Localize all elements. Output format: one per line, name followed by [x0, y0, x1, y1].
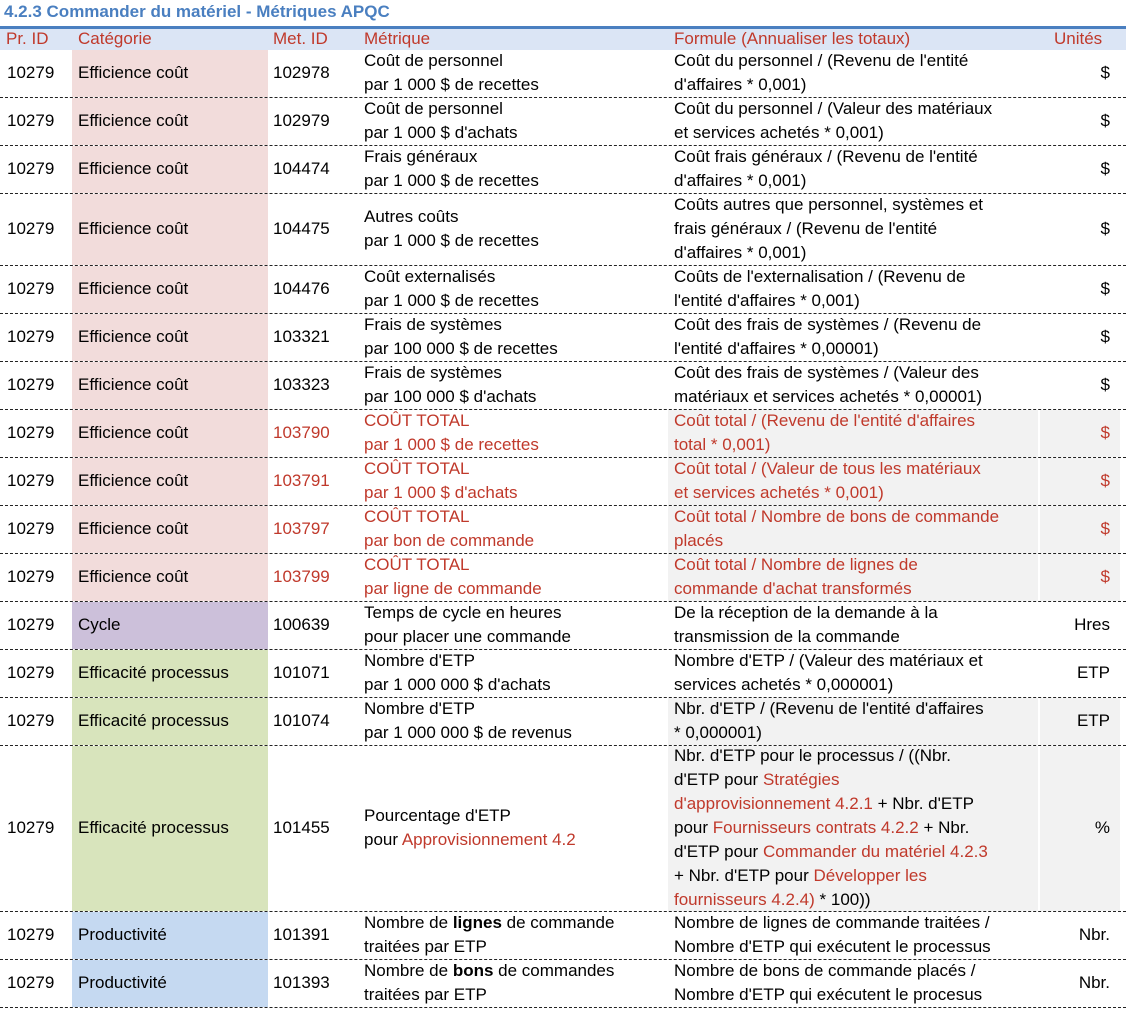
pr-id-cell [0, 314, 70, 361]
formula-cell-text: Nombre de lignes de commande traitées / Nombre d'ETP qui exécutent le processus [674, 913, 991, 957]
metric-cell-text: Coût de personnel par 1 000 $ d'achats [364, 99, 518, 143]
formula-cell-text: Coût du personnel / (Revenu de l'entité d'affaires * 0,001) [674, 51, 969, 95]
unit-cell [1040, 650, 1120, 697]
met-id-cell [268, 602, 358, 649]
metric-cell [358, 194, 666, 265]
formula-part: Stratégies d'approvisionnement 4.2.1 [674, 770, 873, 814]
met-id-cell-text: 103323 [273, 375, 330, 395]
metric-cell [358, 146, 666, 193]
table-row [0, 650, 1126, 698]
formula-cell [668, 602, 1038, 649]
category-cell [72, 98, 268, 145]
category-cell [72, 650, 268, 697]
category-cell-text: Efficience coût [78, 471, 189, 491]
unit-cell-text: $ [1100, 471, 1110, 491]
formula-cell [668, 698, 1038, 745]
pr-id-cell [0, 912, 70, 959]
met-id-cell [268, 50, 358, 97]
pr-id-cell [0, 98, 70, 145]
pr-id-cell [0, 650, 70, 697]
table-row [0, 746, 1126, 912]
metric-cell [358, 458, 666, 505]
pr-id-cell-text: 10279 [7, 567, 55, 587]
formula-cell-text: Coût frais généraux / (Revenu de l'entité d'affaires * 0,001) [674, 147, 978, 191]
unit-cell-text: Hres [1074, 615, 1110, 635]
met-id-cell [268, 362, 358, 409]
pr-id-cell-text: 10279 [7, 327, 55, 347]
category-cell [72, 50, 268, 97]
metric-part: Nombre de [364, 961, 453, 981]
met-id-cell [268, 554, 358, 601]
category-cell-text: Efficience coût [78, 159, 189, 179]
met-id-cell-text: 102979 [273, 111, 330, 131]
category-cell-text: Productivité [78, 925, 167, 945]
formula-cell [668, 506, 1038, 553]
unit-cell-text: % [1094, 818, 1110, 838]
formula-cell-text: Coût total / (Valeur de tous les matériaux et services achetés * 0,001) [674, 459, 981, 503]
formula-cell-text: Coût des frais de systèmes / (Valeur des matériaux et services achetés * 0,00001) [674, 363, 983, 407]
pr-id-cell [0, 50, 70, 97]
formula-cell-text: Coûts de l'externalisation / (Revenu de l'entité d'affaires * 0,001) [674, 267, 966, 311]
formula-part: Développer les fournisseurs 4.2.4) [674, 866, 927, 910]
header-units: Unités [1054, 29, 1103, 48]
met-id-cell-text: 102978 [273, 63, 330, 83]
metric-cell-text: Frais de systèmes par 100 000 $ d'achats [364, 363, 537, 407]
unit-cell [1040, 912, 1120, 959]
title-bar [0, 0, 1126, 29]
unit-cell-text: $ [1100, 327, 1110, 347]
table-row [0, 506, 1126, 554]
pr-id-cell-text: 10279 [7, 111, 55, 131]
metric-part: Approvisionnement 4.2 [401, 830, 576, 850]
pr-id-cell [0, 960, 70, 1007]
met-id-cell [268, 960, 358, 1007]
pr-id-cell [0, 698, 70, 745]
metric-cell-text: Coût de personnel par 1 000 $ de recettes [364, 51, 539, 95]
category-cell [72, 912, 268, 959]
header-met-id: Met. ID [273, 29, 328, 48]
formula-cell [668, 50, 1038, 97]
category-cell-text: Efficience coût [78, 111, 189, 131]
metric-part: de commande traitées par ETP [364, 913, 615, 957]
formula-cell-text: Nombre d'ETP / (Valeur des matériaux et services achetés * 0,000001) [674, 651, 983, 695]
metric-cell-text: COÛT TOTAL par 1 000 $ d'achats [364, 459, 518, 503]
met-id-cell [268, 698, 358, 745]
pr-id-cell [0, 362, 70, 409]
formula-part: Nbr. d'ETP pour le processus / ((Nbr. d'ETP pour [674, 746, 951, 790]
unit-cell-text: $ [1100, 519, 1110, 539]
category-cell-text: Efficience coût [78, 519, 189, 539]
metric-cell [358, 554, 666, 601]
table-row [0, 314, 1126, 362]
formula-cell-text: Coût du personnel / (Valeur des matériaux et services achetés * 0,001) [674, 99, 993, 143]
metric-cell [358, 506, 666, 553]
unit-cell [1040, 506, 1120, 553]
pr-id-cell-text: 10279 [7, 973, 55, 993]
pr-id-cell [0, 194, 70, 265]
metric-cell [358, 960, 666, 1007]
unit-cell-text: $ [1100, 279, 1110, 299]
pr-id-cell-text: 10279 [7, 159, 55, 179]
met-id-cell-text: 101074 [273, 711, 330, 731]
unit-cell-text: $ [1100, 219, 1110, 239]
category-cell-text: Efficience coût [78, 375, 189, 395]
metric-cell-text: Nombre d'ETP par 1 000 000 $ de revenus [364, 699, 572, 743]
pr-id-cell-text: 10279 [7, 63, 55, 83]
unit-cell [1040, 458, 1120, 505]
category-cell [72, 960, 268, 1007]
unit-cell [1040, 554, 1120, 601]
category-cell-text: Cycle [78, 615, 121, 635]
metric-text [364, 959, 614, 1007]
met-id-cell-text: 103321 [273, 327, 330, 347]
formula-cell [668, 314, 1038, 361]
category-cell [72, 506, 268, 553]
header-category: Catégorie [78, 29, 152, 48]
unit-cell [1040, 194, 1120, 265]
table-row [0, 410, 1126, 458]
unit-cell-text: $ [1100, 63, 1110, 83]
formula-cell [668, 650, 1038, 697]
pr-id-cell-text: 10279 [7, 219, 55, 239]
unit-cell [1040, 146, 1120, 193]
unit-cell [1040, 746, 1120, 911]
met-id-cell [268, 410, 358, 457]
formula-cell-text: Coûts autres que personnel, systèmes et frais généraux / (Revenu de l'entité d'affaires * 0,001) [674, 195, 983, 263]
category-cell-text: Efficience coût [78, 279, 189, 299]
formula-cell [668, 266, 1038, 313]
met-id-cell [268, 458, 358, 505]
pr-id-cell [0, 602, 70, 649]
category-cell [72, 458, 268, 505]
category-cell-text: Efficacité processus [78, 663, 229, 683]
table-row [0, 698, 1126, 746]
metric-part: Nombre de [364, 913, 453, 933]
metric-cell-text: COÛT TOTAL par ligne de commande [364, 555, 542, 599]
metric-cell-text: Nombre d'ETP par 1 000 000 $ d'achats [364, 651, 551, 695]
unit-cell [1040, 362, 1120, 409]
table-row [0, 554, 1126, 602]
formula-part: * 100)) [814, 890, 871, 910]
metric-text [364, 911, 614, 959]
met-id-cell [268, 506, 358, 553]
metric-cell [358, 314, 666, 361]
pr-id-cell [0, 746, 70, 911]
table-row [0, 266, 1126, 314]
metric-cell [358, 650, 666, 697]
unit-cell [1040, 266, 1120, 313]
category-cell-text: Efficience coût [78, 423, 189, 443]
unit-cell-text: $ [1100, 567, 1110, 587]
metric-cell [358, 746, 666, 911]
met-id-cell-text: 103799 [273, 567, 330, 587]
met-id-cell-text: 103790 [273, 423, 330, 443]
formula-cell [668, 194, 1038, 265]
met-id-cell [268, 194, 358, 265]
formula-part: Fournisseurs contrats 4.2.2 [712, 818, 919, 838]
category-cell [72, 266, 268, 313]
category-cell [72, 602, 268, 649]
table-row [0, 960, 1126, 1008]
metric-cell [358, 266, 666, 313]
pr-id-cell [0, 506, 70, 553]
pr-id-cell-text: 10279 [7, 818, 55, 838]
met-id-cell-text: 101391 [273, 925, 330, 945]
unit-cell [1040, 698, 1120, 745]
met-id-cell-text: 103797 [273, 519, 330, 539]
metric-cell-text: COÛT TOTAL par 1 000 $ de recettes [364, 411, 539, 455]
met-id-cell-text: 100639 [273, 615, 330, 635]
table-row [0, 362, 1126, 410]
metric-cell-text: Frais de systèmes par 100 000 $ de recettes [364, 315, 558, 359]
formula-cell [668, 98, 1038, 145]
unit-cell [1040, 960, 1120, 1007]
pr-id-cell-text: 10279 [7, 375, 55, 395]
category-cell-text: Efficience coût [78, 567, 189, 587]
unit-cell [1040, 410, 1120, 457]
pr-id-cell-text: 10279 [7, 423, 55, 443]
met-id-cell [268, 98, 358, 145]
pr-id-cell-text: 10279 [7, 519, 55, 539]
formula-cell-text: Coût total / Nombre de lignes de commande d'achat transformés [674, 555, 918, 599]
unit-cell-text: $ [1100, 375, 1110, 395]
formula-cell-text: Coût total / Nombre de bons de commande placés [674, 507, 1000, 551]
met-id-cell [268, 912, 358, 959]
metric-cell-text: Coût externalisés par 1 000 $ de recettes [364, 267, 539, 311]
formula-cell [668, 458, 1038, 505]
pr-id-cell-text: 10279 [7, 615, 55, 635]
table-row [0, 98, 1126, 146]
formula-part: Commander du matériel 4.2.3 [762, 842, 988, 862]
met-id-cell-text: 101455 [273, 818, 330, 838]
category-cell-text: Efficacité processus [78, 711, 229, 731]
met-id-cell [268, 146, 358, 193]
unit-cell-text: $ [1100, 111, 1110, 131]
formula-part: + Nbr. d'ETP pour [674, 866, 809, 886]
category-cell-text: Efficacité processus [78, 818, 229, 838]
metric-cell-text: Frais généraux par 1 000 $ de recettes [364, 147, 539, 191]
unit-cell-text: $ [1100, 159, 1110, 179]
met-id-cell [268, 650, 358, 697]
metric-cell-text: Autres coûts par 1 000 $ de recettes [364, 207, 539, 251]
formula-part: + Nbr. d'ETP pour [674, 818, 970, 862]
met-id-cell-text: 104476 [273, 279, 330, 299]
pr-id-cell [0, 146, 70, 193]
met-id-cell [268, 266, 358, 313]
pr-id-cell [0, 410, 70, 457]
pr-id-cell-text: 10279 [7, 279, 55, 299]
category-cell [72, 146, 268, 193]
formula-cell [668, 146, 1038, 193]
metric-cell-text: COÛT TOTAL par bon de commande [364, 507, 535, 551]
pr-id-cell [0, 458, 70, 505]
category-cell [72, 554, 268, 601]
unit-cell-text: ETP [1076, 711, 1110, 731]
table-row [0, 194, 1126, 266]
formula-cell [668, 960, 1038, 1007]
formula-cell [668, 362, 1038, 409]
category-cell [72, 362, 268, 409]
unit-cell [1040, 98, 1120, 145]
met-id-cell [268, 746, 358, 911]
metric-cell [358, 698, 666, 745]
metric-cell [358, 362, 666, 409]
table-row [0, 50, 1126, 98]
category-cell [72, 746, 268, 911]
met-id-cell-text: 101393 [273, 973, 330, 993]
formula-cell [668, 410, 1038, 457]
unit-cell [1040, 602, 1120, 649]
formula-cell [668, 746, 1038, 911]
pr-id-cell-text: 10279 [7, 471, 55, 491]
formula-cell-text: Nombre de bons de commande placés / Nombre d'ETP qui exécutent le procesus [674, 961, 983, 1005]
met-id-cell-text: 101071 [273, 663, 330, 683]
unit-cell [1040, 314, 1120, 361]
unit-cell-text: Nbr. [1078, 925, 1110, 945]
metric-part: de commandes traitées par ETP [364, 961, 615, 1005]
met-id-cell [268, 314, 358, 361]
category-cell [72, 410, 268, 457]
table-row [0, 146, 1126, 194]
category-cell-text: Efficience coût [78, 327, 189, 347]
category-cell-text: Productivité [78, 973, 167, 993]
metric-cell [358, 50, 666, 97]
formula-cell-text: Coût des frais de systèmes / (Revenu de l'entité d'affaires * 0,00001) [674, 315, 982, 359]
pr-id-cell-text: 10279 [7, 663, 55, 683]
metric-cell [358, 602, 666, 649]
formula-part: + Nbr. d'ETP pour [674, 794, 974, 838]
formula-cell-text: Nbr. d'ETP / (Revenu de l'entité d'affaires * 0,000001) [674, 699, 984, 743]
category-cell-text: Efficience coût [78, 63, 189, 83]
pr-id-cell [0, 266, 70, 313]
header-pr-id: Pr. ID [6, 29, 49, 48]
metric-cell [358, 410, 666, 457]
met-id-cell-text: 104474 [273, 159, 330, 179]
page-title: 4.2.3 Commander du matériel - Métriques APQC [4, 2, 390, 21]
metric-part: bons [452, 961, 494, 981]
table-row [0, 602, 1126, 650]
met-id-cell-text: 104475 [273, 219, 330, 239]
unit-cell-text: ETP [1076, 663, 1110, 683]
formula-cell-text: De la réception de la demande à la transmission de la commande [674, 603, 938, 647]
metric-cell-text: Temps de cycle en heures pour placer une commande [364, 603, 571, 647]
metric-part: lignes [452, 913, 502, 933]
table-header [0, 29, 1126, 50]
pr-id-cell-text: 10279 [7, 711, 55, 731]
met-id-cell-text: 103791 [273, 471, 330, 491]
unit-cell [1040, 50, 1120, 97]
formula-cell-text: Coût total / (Revenu de l'entité d'affaires total * 0,001) [674, 411, 976, 455]
metric-cell [358, 912, 666, 959]
pr-id-cell-text: 10279 [7, 925, 55, 945]
formula-cell [668, 912, 1038, 959]
formula-cell [668, 554, 1038, 601]
unit-cell-text: Nbr. [1078, 973, 1110, 993]
metric-cell [358, 98, 666, 145]
header-metric: Métrique [364, 29, 431, 48]
unit-cell-text: $ [1100, 423, 1110, 443]
metric-text [364, 804, 576, 852]
category-cell [72, 194, 268, 265]
category-cell-text: Efficience coût [78, 219, 189, 239]
category-cell [72, 698, 268, 745]
formula-text [674, 744, 988, 912]
table-row [0, 458, 1126, 506]
table-row [0, 912, 1126, 960]
header-formula: Formule (Annualiser les totaux) [674, 29, 911, 48]
metric-part: Pourcentage d'ETP pour [364, 806, 511, 850]
category-cell [72, 314, 268, 361]
pr-id-cell [0, 554, 70, 601]
